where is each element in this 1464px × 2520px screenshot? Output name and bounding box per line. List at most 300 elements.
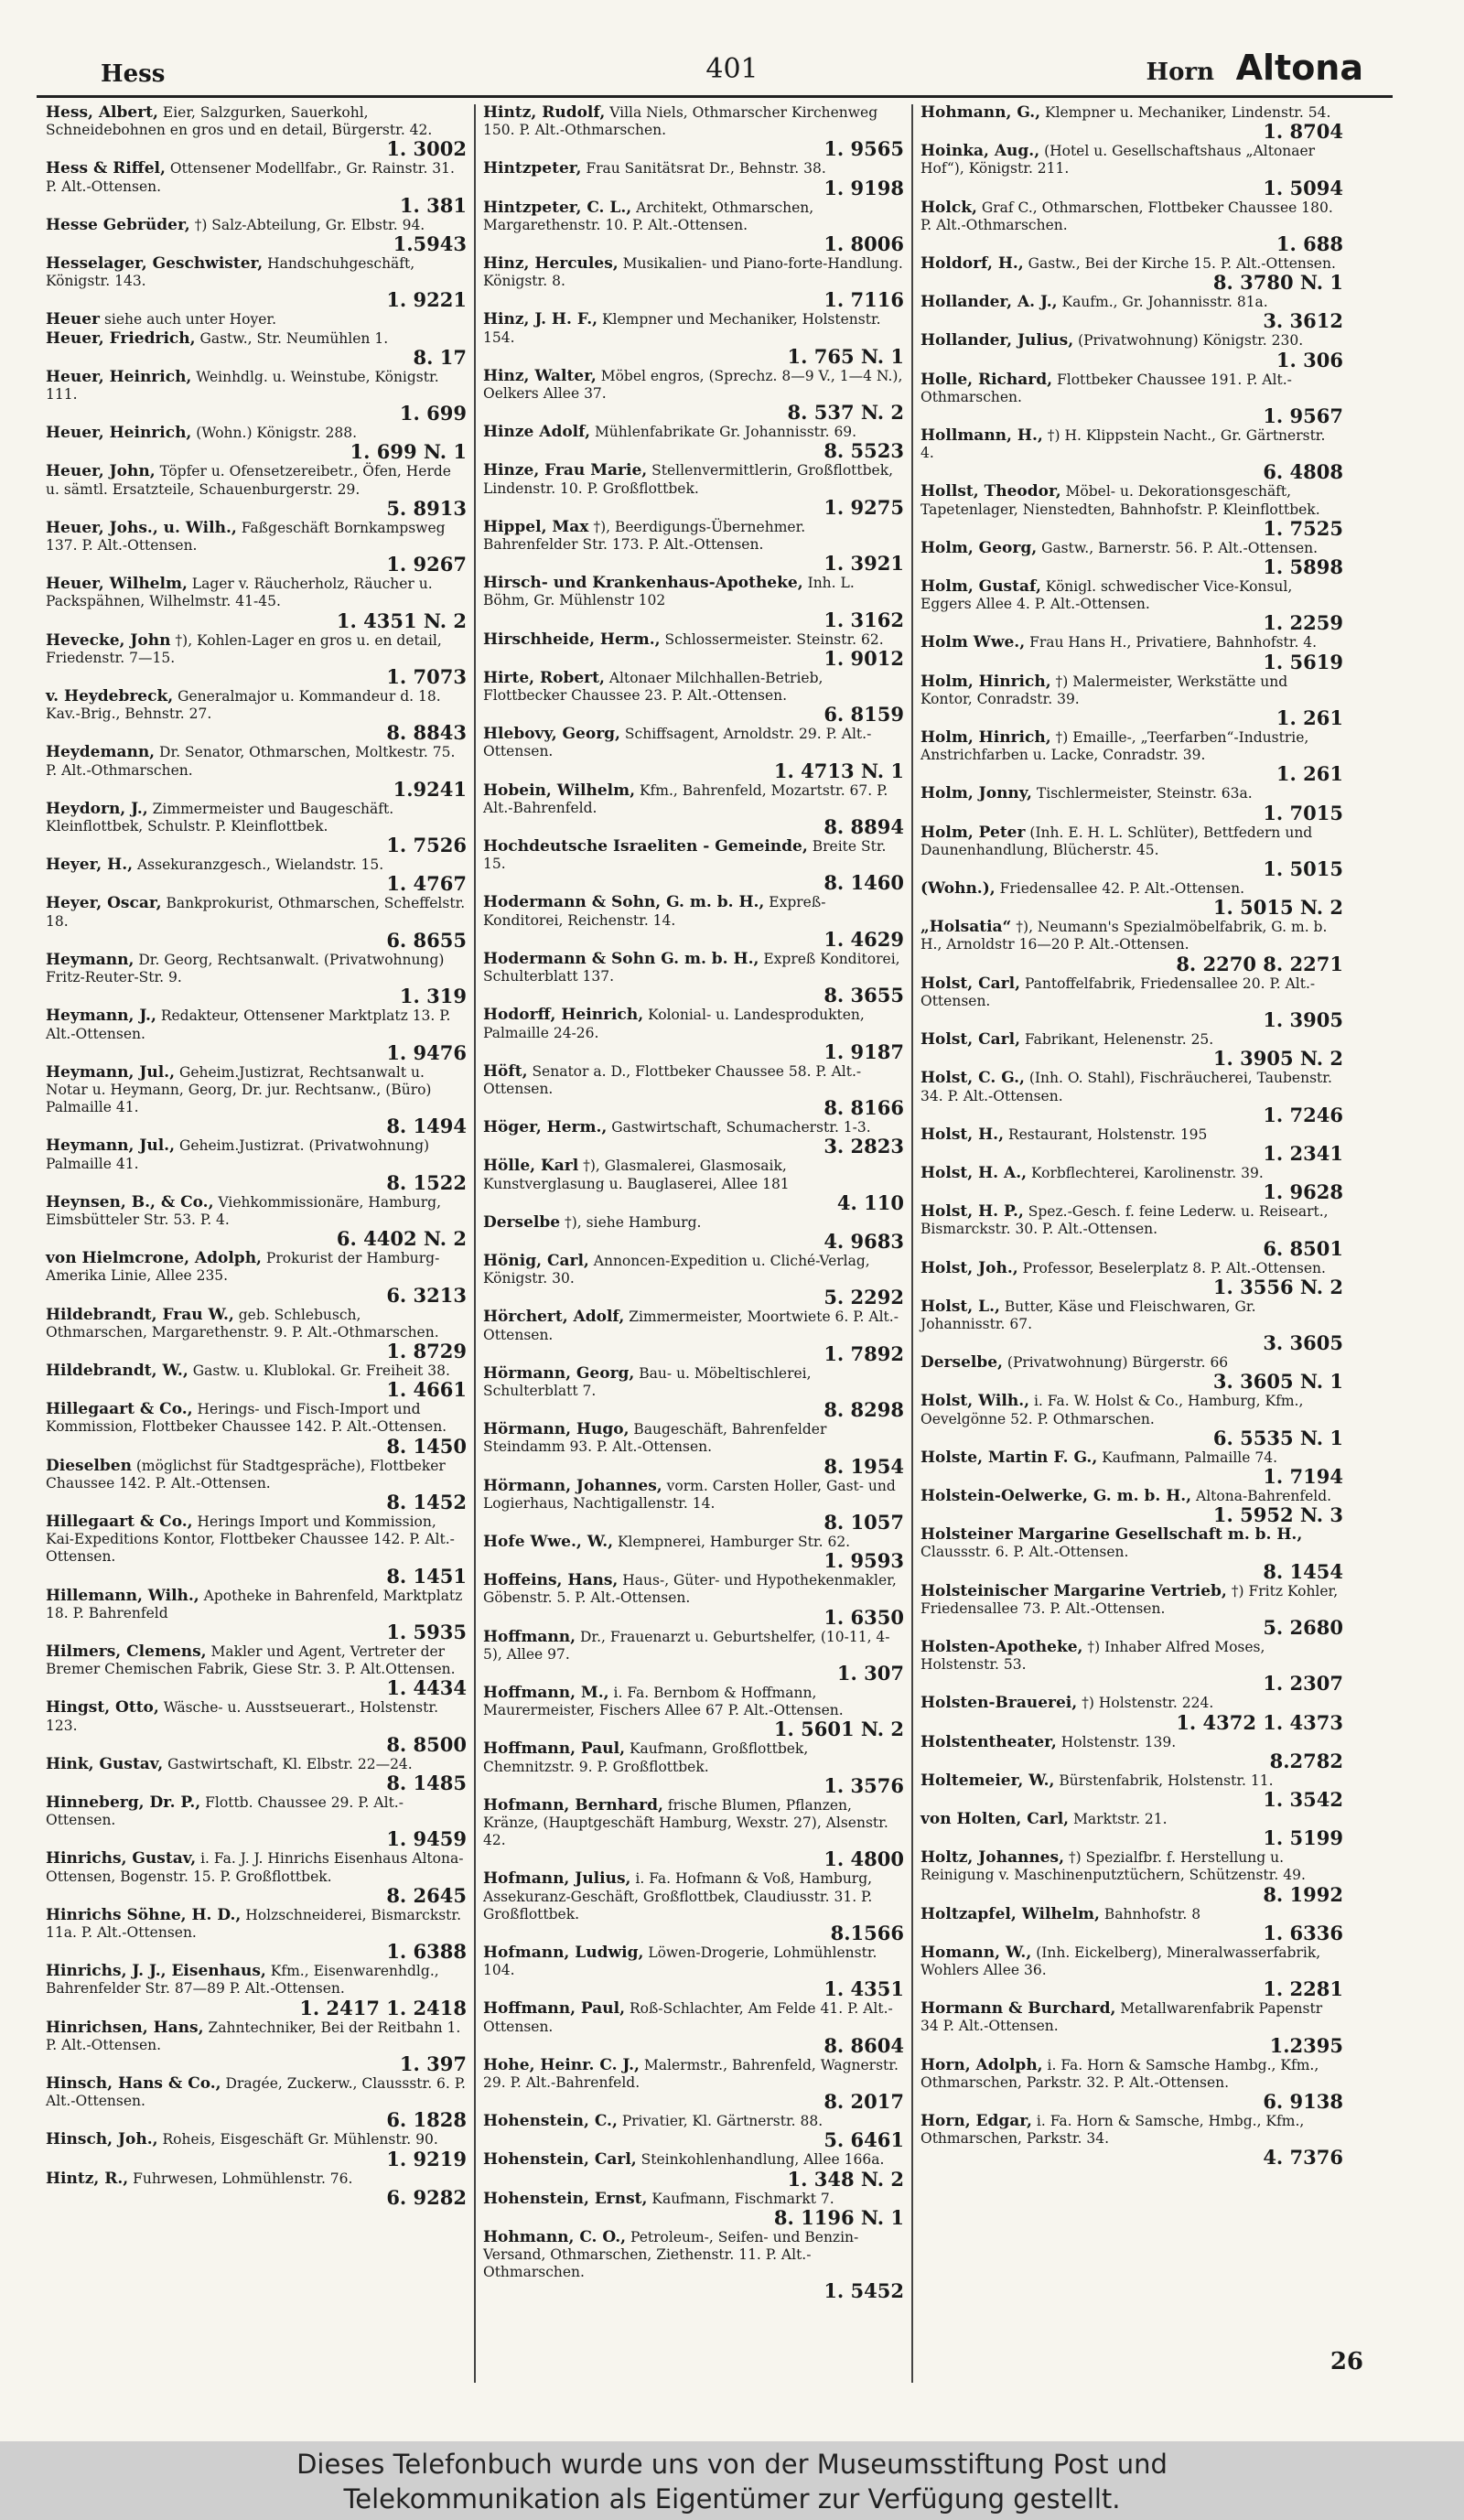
list-item — [920, 1811, 1343, 1848]
phone-number: 5. 6461 — [824, 2128, 904, 2152]
entry-name: Hlebovy, Georg, — [483, 725, 620, 744]
phone-number: 8. 5523 — [824, 439, 904, 463]
phone-number: 1. 7892 — [824, 1341, 904, 1365]
entry-details: Kaufm., Gr. Johannisstr. 81a. — [1061, 294, 1268, 311]
phone-number: 1. 381 — [399, 193, 467, 217]
phone-number: 1. 5935 — [386, 1620, 467, 1643]
entry-name: Hinneberg, Dr. P., — [46, 1793, 201, 1812]
list-item — [920, 483, 1343, 538]
entry-name: Hippel, Max — [483, 517, 589, 536]
phone-number: 1. 699 — [399, 402, 467, 425]
entry-details: Tischlermeister, Steinstr. 63a. — [1036, 785, 1253, 802]
list-item — [920, 427, 1343, 482]
entry-name: Hohenstein, C., — [483, 2112, 618, 2131]
entry-name: Holdorf, H., — [920, 254, 1024, 274]
entry-name: Holsteinischer Margarine Vertrieb, — [920, 1581, 1227, 1600]
list-item — [483, 670, 904, 725]
list-item — [483, 1308, 904, 1363]
entry-name: Hirsch- und Krankenhaus-Apotheke, — [483, 574, 803, 593]
entry-details: Redakteur, Ottensener Marktplatz 13. P. Alt.-Ottensen. — [46, 1007, 451, 1042]
entry-details: Schiffsagent, Arnoldstr. 29. P. Alt.-Ottensen. — [483, 726, 872, 760]
entry-name: Hodermann & Sohn G. m. b. H., — [483, 949, 759, 968]
entry-name: Hess, Albert, — [46, 104, 158, 122]
list-item — [483, 2191, 904, 2228]
list-item — [483, 2000, 904, 2055]
list-item — [483, 1119, 904, 1157]
list-item — [920, 2057, 1343, 2112]
list-item — [46, 520, 467, 575]
list-item — [483, 424, 904, 461]
list-item — [483, 1007, 904, 1061]
entry-name: Holst, H. P., — [920, 1202, 1024, 1222]
entry-name: Hodorff, Heinrich, — [483, 1006, 644, 1025]
phone-number: 1. 765 N. 1 — [787, 344, 904, 368]
entry-name: Hohenstein, Ernst, — [483, 2189, 648, 2208]
entry-details: †), Neumann's Spezialmöbelfabrik, G. m. b. H., Arnoldstr 16—20 P. Alt.-Ottensen. — [920, 919, 1328, 953]
entry-details: Baugeschäft, Bahrenfelder Steindamm 93. P. Alt.-Ottensen. — [483, 1421, 827, 1456]
list-item — [920, 1639, 1343, 1694]
list-item — [46, 1307, 467, 1362]
entry-name: Heymann, Jul., — [46, 1062, 176, 1082]
phone-number: 8. 8604 — [824, 2033, 904, 2057]
entry-details: Architekt, Othmarschen, Margarethenstr. 10. P. Alt.-Ottensen. — [483, 199, 814, 233]
entry-details: frische Blumen, Pflanzen, Kränze, (Hauptgeschäft Hamburg, Wexstr. 27), Alsenstr. 42. — [483, 1796, 888, 1849]
phone-number: 3. 3605 N. 1 — [1212, 1370, 1343, 1394]
entry-name: Hintzpeter, — [483, 159, 582, 178]
phone-number: 1. 7246 — [1263, 1103, 1343, 1126]
entry-details: †) Fritz Kohler, Friedensallee 73. P. Alt.-Ottensen. — [920, 1582, 1339, 1617]
phone-number: 1. 9628 — [1263, 1180, 1343, 1204]
list-item — [920, 1260, 1343, 1298]
entry-details: Stellenvermittlerin, Großflottbek, Lindenstr. 10. P. Großflottbek. — [483, 462, 894, 497]
entry-details: Eier, Salzgurken, Sauerkohl, Schneidebohnen en gros und en detail, Bürgerstr. 42. — [46, 104, 433, 139]
entry-details: (Privatwohnung) Königstr. 230. — [1078, 332, 1304, 350]
list-item — [46, 632, 467, 687]
phone-number: 1. 5619 — [1263, 650, 1343, 673]
list-item — [46, 255, 467, 310]
phone-number: 6. 4402 N. 2 — [336, 1227, 467, 1251]
phone-number: 8. 1522 — [386, 1170, 467, 1194]
list-item — [46, 952, 467, 1007]
entry-name: Hinrichs, Gustav, — [46, 1849, 197, 1868]
entry-details: Generalmajor u. Kommandeur d. 18. Kav.-Brig., Behnstr. 27. — [46, 688, 441, 723]
entry-name: Hörmann, Georg, — [483, 1363, 635, 1383]
entry-name: Holck, — [920, 198, 977, 217]
list-item — [483, 951, 904, 1006]
entry-details: Frau Hans H., Privatiere, Bahnhofstr. 4. — [1029, 634, 1318, 652]
entry-name: Hinrichsen, Hans, — [46, 2018, 204, 2037]
list-item — [483, 782, 904, 837]
entry-name: Hinz, Walter, — [483, 366, 597, 385]
entry-name: Hollander, A. J., — [920, 293, 1058, 312]
list-item — [920, 1354, 1343, 1392]
entry-details: Zahntechniker, Bei der Reitbahn 1. P. Alt.-Ottensen. — [46, 2019, 461, 2053]
phone-number: 1. 7073 — [386, 665, 467, 689]
entry-name: Hörchert, Adolf, — [483, 1308, 625, 1327]
list-item — [920, 1583, 1343, 1638]
entry-name: Holste, Martin F. G., — [920, 1448, 1098, 1467]
entry-details: Bahnhofstr. 8 — [1103, 1905, 1201, 1922]
entry-details: Metallwarenfabrik Papenstr 34 P. Alt.-Ottensen. — [920, 2000, 1323, 2035]
entry-details: †) Holstenstr. 224. — [1082, 1695, 1214, 1712]
entry-name: Hofmann, Ludwig, — [483, 1944, 644, 1962]
phone-number: 1. 4767 — [386, 872, 467, 896]
phone-number: 1. 9565 — [824, 137, 904, 161]
list-item — [46, 856, 467, 894]
entry-name: Hinz, Hercules, — [483, 254, 619, 274]
entry-name: Heyer, H., — [46, 856, 134, 875]
entry-name: Hohenstein, Carl, — [483, 2150, 637, 2170]
entry-name: Hörmann, Johannes, — [483, 1476, 662, 1495]
list-item — [483, 368, 904, 423]
entry-details: Löwen-Drogerie, Lohmühlenstr. 104. — [483, 1944, 877, 1979]
entry-details: Gastw., Bei der Kirche 15. P. Alt.-Ottensen. — [1028, 255, 1336, 273]
entry-details: Kaufmann, Fischmarkt 7. — [651, 2190, 834, 2207]
list-item — [920, 1944, 1343, 1999]
entry-details: †) Spezialfbr. f. Herstellung u. Reinigung v. Maschinenputztüchern, Schützenstr. 49. — [920, 1849, 1306, 1884]
entry-details: i. Fa. Horn & Samsche Hambg., Kfm., Othmarschen, Parkstr. 32. P. Alt.-Ottensen. — [920, 2056, 1319, 2091]
entry-details: (Inh. E. H. L. Schlüter), Bettfedern und Daunenhandlung, Blücherstr. 45. — [920, 824, 1313, 858]
entry-name: Holm, Gustaf, — [920, 577, 1041, 597]
phone-number: 1. 9221 — [386, 288, 467, 312]
phone-number: 8. 1460 — [824, 871, 904, 895]
phone-number: 1. 5601 N. 2 — [773, 1718, 904, 1741]
phone-number: 1. 5015 N. 2 — [1212, 896, 1343, 920]
entry-details: Gastw., Barnerstr. 56. P. Alt.-Ottensen. — [1041, 539, 1319, 556]
entry-details: Breite Str. 15. — [483, 838, 887, 873]
entry-name: Holm, Peter — [920, 823, 1026, 842]
phone-number: 1. 3162 — [824, 608, 904, 631]
entry-name: Holm, Georg, — [920, 538, 1038, 557]
entry-name: Holtemeier, W., — [920, 1771, 1055, 1790]
entry-details: Königl. schwedischer Vice-Konsul, Eggers Allee 4. P. Alt.-Ottensen. — [920, 578, 1293, 613]
entry-name: Hinz, J. H. F., — [483, 310, 598, 329]
entry-details: Gastwirtschaft, Kl. Elbstr. 22—24. — [167, 1755, 413, 1772]
list-item — [483, 838, 904, 893]
list-item — [483, 726, 904, 781]
entry-details: i. Fa. J. J. Hinrichs Eisenhaus Altona-Ottensen, Bogenstr. 15. P. Großflottbek. — [46, 1850, 464, 1885]
phone-number: 1. 2281 — [1263, 1977, 1343, 2001]
entry-name: Holtz, Johannes, — [920, 1848, 1064, 1868]
entry-name: Heydorn, J., — [46, 799, 148, 818]
entry-name: Hofe Wwe., W., — [483, 1532, 614, 1551]
list-item — [920, 104, 1343, 142]
entry-details: Privatier, Kl. Gärtnerstr. 88. — [621, 2113, 824, 2130]
entry-details: Herings- und Fisch-Import und Kommission, Flottbeker Chaussee 142. P. Alt.-Ottensen. — [46, 1401, 447, 1436]
phone-number: 5. 2292 — [824, 1286, 904, 1309]
phone-number: 1. 4629 — [824, 927, 904, 951]
phone-number: 1. 688 — [1276, 232, 1343, 256]
list-item — [483, 519, 904, 574]
list-item — [46, 2075, 467, 2130]
list-item — [483, 1478, 904, 1533]
entry-name: Hochdeutsche Israeliten - Gemeinde, — [483, 837, 808, 856]
header-city: Altona — [1235, 48, 1363, 88]
phone-number: 8. 1485 — [386, 1771, 467, 1794]
list-item — [920, 729, 1343, 784]
phone-number: 1.2395 — [1269, 2033, 1343, 2057]
entry-details: Gastw., Str. Neumühlen 1. — [199, 329, 389, 347]
list-item — [46, 330, 467, 368]
list-item — [46, 1963, 467, 2018]
list-item — [920, 673, 1343, 728]
entry-details: Geheim.Justizrat, Rechtsanwalt u. Notar u. Heymann, Georg, Dr. jur. Rechtsanw., (Büro) Palmaille 41. — [46, 1063, 432, 1116]
list-item — [46, 576, 467, 630]
entry-details: Zimmermeister, Moortwiete 6. P. Alt.-Ottensen. — [483, 1308, 899, 1343]
entry-name: Hinrichs Söhne, H. D., — [46, 1905, 242, 1924]
phone-number: 1. 2307 — [1263, 1672, 1343, 1696]
entry-name: Hodermann & Sohn, G. m. b. H., — [483, 893, 765, 912]
entry-name: Holm, Hinrich, — [920, 672, 1051, 691]
entry-name: Heuer — [46, 310, 101, 329]
phone-number: 1. 3905 N. 2 — [1212, 1047, 1343, 1071]
phone-number: 1. 261 — [1276, 706, 1343, 730]
phone-number: 6. 1828 — [386, 2108, 467, 2132]
entry-name: Hildebrandt, Frau W., — [46, 1305, 234, 1324]
phone-number: 1. 9593 — [824, 1549, 904, 1573]
entry-details: Claussstr. 6. P. Alt.-Ottensen. — [920, 1544, 1129, 1561]
phone-number: 1. 3576 — [824, 1773, 904, 1797]
list-item — [920, 919, 1343, 974]
phone-number: 1. 3002 — [386, 137, 467, 161]
list-item — [920, 1298, 1343, 1353]
bottom-page-number: 26 — [1329, 2348, 1363, 2375]
phone-number: 6. 8159 — [824, 703, 904, 727]
phone-number: 1. 5094 — [1263, 176, 1343, 199]
phone-number: 1. 4351 — [824, 1977, 904, 2001]
phone-number: 8. 1450 — [386, 1434, 467, 1458]
column-3 — [913, 104, 1351, 2383]
phone-number: 1. 3905 — [1263, 1008, 1343, 1032]
list-item — [46, 1513, 467, 1587]
list-item — [483, 160, 904, 198]
list-item — [483, 2151, 904, 2189]
entry-name: Hormann & Burchard, — [920, 1999, 1116, 2019]
entry-name: Hilmers, Clemens, — [46, 1642, 207, 1661]
entry-name: Holst, H. A., — [920, 1163, 1028, 1182]
phone-number: 8. 1454 — [1263, 1559, 1343, 1583]
entry-name: Holm Wwe., — [920, 633, 1026, 652]
list-item — [483, 199, 904, 254]
entry-details: Zimmermeister und Baugeschäft. Kleinflottbek, Schulstr. P. Kleinflottbek. — [46, 800, 394, 835]
entry-details: Steinkohlenhandlung, Allee 166a. — [640, 2151, 885, 2169]
list-item — [46, 801, 467, 856]
list-item — [920, 372, 1343, 426]
list-item — [46, 1362, 467, 1400]
entry-name: Heuer, Heinrich, — [46, 367, 192, 386]
entry-name: Heyer, Oscar, — [46, 894, 162, 913]
phone-number: 1. 699 N. 1 — [350, 440, 467, 464]
list-item — [920, 1031, 1343, 1069]
entry-details: Gastw. u. Klublokal. Gr. Freiheit 38. — [192, 1362, 450, 1379]
page-number: 401 — [705, 53, 759, 85]
list-item — [483, 631, 904, 669]
listing-columns — [38, 104, 1379, 2383]
list-item — [920, 2000, 1343, 2055]
list-item — [46, 1007, 467, 1062]
phone-number: 1. 9275 — [824, 495, 904, 519]
entry-name: von Hielmcrone, Adolph, — [46, 1249, 262, 1268]
phone-number: 1. 9187 — [824, 1039, 904, 1063]
phone-number: 1. 9219 — [386, 2147, 467, 2170]
phone-number: 8. 2645 — [386, 1883, 467, 1907]
list-item — [46, 688, 467, 743]
entry-name: Hollmann, H., — [920, 426, 1043, 446]
phone-number: 1. 9476 — [386, 1040, 467, 1064]
entry-name: Hillegaart & Co., — [46, 1400, 193, 1419]
entry-details: Klempnerei, Hamburger Str. 62. — [617, 1533, 851, 1550]
list-item — [920, 975, 1343, 1030]
footer-line-2: Telekommunikation als Eigentümer zur Verfügung gestellt. — [343, 2483, 1121, 2515]
list-item — [46, 160, 467, 215]
list-item — [920, 1449, 1343, 1487]
list-item — [483, 2229, 904, 2302]
entry-name: Hildebrandt, W., — [46, 1361, 188, 1380]
entry-name: Höft, — [483, 1061, 528, 1081]
entry-name: Hinze Adolf, — [483, 423, 590, 442]
phone-number: 1. 3542 — [1263, 1787, 1343, 1811]
phone-number: 8. 2017 — [824, 2090, 904, 2114]
entry-details: Dragée, Zuckerw., Claussstr. 6. P. Alt.-Ottensen. — [46, 2075, 466, 2110]
phone-number: 1. 8704 — [1263, 120, 1343, 144]
entry-name: Horn, Adolph, — [920, 2055, 1043, 2074]
phone-number: 3. 3605 — [1263, 1331, 1343, 1355]
phone-number: 1. 397 — [399, 2052, 467, 2076]
column-2 — [476, 104, 913, 2383]
list-item — [920, 1849, 1343, 1904]
phone-number: 1. 9198 — [824, 176, 904, 199]
phone-number: 6. 9138 — [1263, 2090, 1343, 2113]
entry-name: Heuer, John, — [46, 462, 156, 481]
list-item — [920, 880, 1343, 918]
entry-details: Senator a. D., Flottbeker Chaussee 58. P. Alt.-Ottensen. — [483, 1062, 862, 1097]
entry-name: Hohmann, G., — [920, 104, 1041, 122]
entry-details: Altonaer Milchhallen-Betrieb, Flottbecker Chaussee 23. P. Alt.-Ottensen. — [483, 669, 824, 705]
list-item — [46, 1794, 467, 1849]
phone-number: 1. 4372 1. 4373 — [1176, 1710, 1343, 1734]
page-header — [101, 48, 1363, 92]
entry-details: Villa Niels, Othmarscher Kirchenweg 150. P. Alt.-Othmarschen. — [483, 104, 878, 139]
phone-number: 8. 1196 N. 1 — [773, 2205, 904, 2229]
entry-name: Hesse Gebrüder, — [46, 215, 190, 234]
entry-details: Herings Import und Kommission, Kai-Expeditions Kontor, Flottbeker Chaussee 142. P. Alt.-Ottensen. — [46, 1513, 455, 1566]
list-item — [483, 462, 904, 517]
list-item — [483, 1253, 904, 1308]
entry-details: Apotheke in Bahrenfeld, Marktplatz 18. P. Bahrenfeld — [46, 1587, 463, 1621]
entry-details: Malermstr., Bahrenfeld, Wagnerstr. 29. P. Alt.-Bahrenfeld. — [483, 2056, 899, 2092]
entry-name: Hess & Riffel, — [46, 159, 166, 178]
phone-number: 8. 3780 N. 1 — [1212, 271, 1343, 295]
entry-name: Hinsch, Hans & Co., — [46, 2074, 221, 2094]
list-item — [483, 104, 904, 159]
list-item — [46, 1907, 467, 1962]
phone-number: 6. 5535 N. 1 — [1212, 1426, 1343, 1449]
entry-details: Bankprokurist, Othmarschen, Scheffelstr. 18. — [46, 895, 466, 930]
entry-name: Holst, Carl, — [920, 1030, 1020, 1050]
entry-details: Makler und Agent, Vertreter der Bremer Chemischen Fabrik, Giese Str. 3. P. Alt.Ottensen. — [46, 1642, 456, 1678]
entry-details: Kaufmann, Großflottbek, Chemnitzstr. 9. P. Großflottbek. — [483, 1740, 809, 1775]
entry-details: Handschuhgeschäft, Königstr. 143. — [46, 255, 415, 290]
entry-name: Holst, Joh., — [920, 1258, 1018, 1277]
entry-name: Holst, H., — [920, 1125, 1005, 1144]
phone-number: 1. 8006 — [824, 232, 904, 256]
phone-number: 6. 8655 — [386, 928, 467, 952]
entry-details: siehe auch unter Hoyer. — [103, 311, 277, 328]
entry-name: Hintz, R., — [46, 2169, 129, 2188]
list-item — [46, 1699, 467, 1754]
entry-name: Hollander, Julius, — [920, 331, 1074, 350]
list-item — [483, 1421, 904, 1476]
list-item — [483, 1685, 904, 1739]
entry-details: Lager v. Räucherholz, Räucher u. Packspähnen, Wilhelmstr. 41-45. — [46, 576, 433, 610]
entry-details: Klempner und Mechaniker, Holstenstr. 154. — [483, 311, 881, 346]
list-item — [920, 143, 1343, 198]
list-item — [483, 1214, 904, 1252]
phone-number: 8. 8500 — [386, 1732, 467, 1756]
list-item — [46, 1756, 467, 1793]
entry-name: Hintzpeter, C. L., — [483, 198, 632, 217]
phone-number: 1. 3556 N. 2 — [1212, 1275, 1343, 1298]
entry-name: Hesselager, Geschwister, — [46, 254, 264, 274]
header-rule — [37, 95, 1393, 98]
phone-number: 1. 7015 — [1263, 801, 1343, 824]
phone-number: 1. 4351 N. 2 — [336, 608, 467, 632]
entry-details: †), Glasmalerei, Glasmosaik, Kunstverglasung u. Bauglaserei, Allee 181 — [483, 1158, 790, 1192]
entry-details: Kolonial- u. Landesprodukten, Palmaille 24-26. — [483, 1007, 865, 1041]
phone-number: 1. 7525 — [1263, 516, 1343, 540]
footer-line-1: Dieses Telefonbuch wurde uns von der Museumsstiftung Post und — [296, 2449, 1168, 2480]
phone-number: 1. 261 — [1276, 762, 1343, 786]
entry-details: Möbel- u. Dekorationsgeschäft, Tapetenlager, Nienstedten, Bahnhofstr. P. Kleinflottbek. — [920, 483, 1320, 518]
phone-number: 4. 9683 — [824, 1229, 904, 1253]
phone-number: 1. 2417 1. 2418 — [299, 1996, 467, 2019]
list-item — [46, 1850, 467, 1905]
entry-details: Frau Sanitätsrat Dr., Behnstr. 38. — [586, 160, 826, 178]
phone-number: 6. 8501 — [1263, 1236, 1343, 1260]
entry-details: (möglichst für Stadtgespräche), Flottbeker Chaussee 142. P. Alt.-Ottensen. — [46, 1457, 446, 1492]
phone-number: 3. 3612 — [1263, 309, 1343, 333]
entry-details: Korbflechterei, Karolinenstr. 39. — [1030, 1164, 1264, 1181]
entry-name: Hillegaart & Co., — [46, 1512, 193, 1531]
entry-details: Graf C., Othmarschen, Flottbeker Chaussee 180. P. Alt.-Othmarschen. — [920, 199, 1333, 233]
phone-number: 1. 6350 — [824, 1605, 904, 1629]
entry-details: Geheim.Justizrat. (Privatwohnung) Palmaille 41. — [46, 1137, 430, 1172]
list-item — [920, 1526, 1343, 1581]
phone-number: 8. 8298 — [824, 1398, 904, 1422]
list-item — [483, 1572, 904, 1627]
entry-name: Derselbe, — [920, 1353, 1003, 1373]
entry-details: Marktstr. 21. — [1073, 1810, 1168, 1827]
phone-number: 8. 8894 — [824, 815, 904, 839]
phone-number: 1. 6336 — [1263, 1921, 1343, 1944]
entry-details: †) Salz-Abteilung, Gr. Elbstr. 94. — [194, 216, 425, 233]
entry-name: von Holten, Carl, — [920, 1809, 1070, 1828]
entry-details: Spez.-Gesch. f. feine Lederw. u. Reiseart., Bismarckstr. 30. P. Alt.-Ottensen. — [920, 1203, 1329, 1238]
list-item — [46, 104, 467, 159]
entry-name: Hoffmann, Paul, — [483, 1739, 625, 1759]
entry-details: Roß-Schlachter, Am Felde 41. P. Alt.-Ottensen. — [483, 2000, 893, 2035]
phone-number: 1. 9459 — [386, 1827, 467, 1851]
entry-details: (Inh. O. Stahl), Fischräucherei, Taubenstr. 34. P. Alt.-Ottensen. — [920, 1070, 1332, 1104]
entry-name: Horn, Edgar, — [920, 2112, 1032, 2130]
entry-details: Gastwirtschaft, Schumacherstr. 1-3. — [611, 1119, 871, 1136]
list-item — [46, 311, 467, 328]
entry-details: Expreß-Konditorei, Reichenstr. 14. — [483, 894, 826, 929]
phone-number: 8. 1057 — [824, 1510, 904, 1534]
phone-number: 8. 1494 — [386, 1115, 467, 1138]
phone-number: 1. 4800 — [824, 1847, 904, 1871]
header-right — [1146, 48, 1364, 88]
